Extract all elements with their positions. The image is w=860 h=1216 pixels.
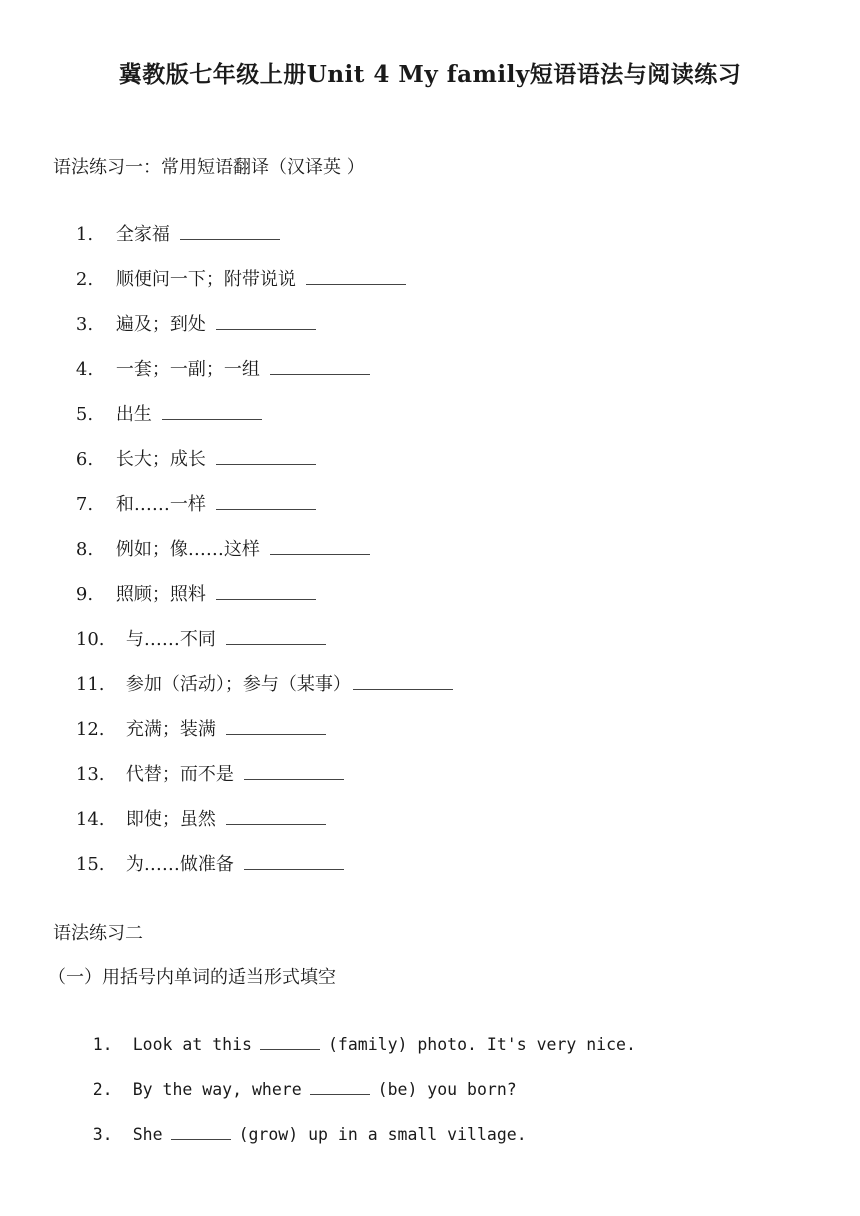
item-text: 例如；像……这样 — [115, 539, 260, 560]
answer-blank[interactable] — [306, 266, 406, 285]
answer-blank[interactable] — [226, 626, 326, 645]
subsection-heading: （一）用括号内单词的适当形式填空 — [48, 967, 336, 988]
item-text-before: Look at this — [132, 1035, 252, 1054]
item-number: 1. — [92, 1035, 113, 1054]
item-text: 参加（活动）；参与（某事） — [125, 674, 351, 695]
item-text-after: (family) photo. It's very nice. — [327, 1035, 636, 1054]
item-text-before: By the way, where — [132, 1080, 302, 1099]
item-text: 长大；成长 — [115, 449, 206, 470]
item-number: 13. — [75, 764, 105, 785]
answer-blank[interactable] — [310, 1080, 370, 1095]
item-number: 6. — [75, 449, 94, 470]
answer-blank[interactable] — [353, 671, 453, 690]
item-number: 5. — [75, 404, 94, 425]
item-text: 照顾；照料 — [115, 584, 206, 605]
answer-blank[interactable] — [162, 401, 262, 420]
item-number: 4. — [75, 359, 94, 380]
item-number: 14. — [75, 809, 105, 830]
item-text: 全家福 — [115, 224, 170, 245]
answer-blank[interactable] — [216, 311, 316, 330]
item-text: 顺便问一下；附带说说 — [115, 269, 296, 290]
answer-blank[interactable] — [216, 491, 316, 510]
section-heading-1: 语法练习一：常用短语翻译（汉译英 ） — [53, 157, 365, 178]
answer-blank[interactable] — [226, 716, 326, 735]
answer-blank[interactable] — [244, 761, 344, 780]
item-text-before: She — [132, 1125, 163, 1144]
item-number: 8. — [75, 539, 94, 560]
list-item — [53, 827, 344, 901]
item-text: 为……做准备 — [125, 854, 234, 875]
item-text: 一套；一副；一组 — [115, 359, 260, 380]
item-number: 3. — [92, 1125, 113, 1144]
item-number: 12. — [75, 719, 105, 740]
answer-blank[interactable] — [216, 446, 316, 465]
answer-blank[interactable] — [226, 806, 326, 825]
list-item — [53, 1099, 527, 1171]
item-text-after: (grow) up in a small village. — [238, 1125, 527, 1144]
answer-blank[interactable] — [171, 1125, 231, 1140]
answer-blank[interactable] — [216, 581, 316, 600]
answer-blank[interactable] — [180, 221, 280, 240]
item-text: 出生 — [115, 404, 152, 425]
item-text-after: (be) you born? — [377, 1080, 517, 1099]
item-number: 10. — [75, 629, 105, 650]
answer-blank[interactable] — [244, 851, 344, 870]
item-number: 2. — [75, 269, 94, 290]
item-number: 9. — [75, 584, 94, 605]
item-number: 1. — [75, 224, 94, 245]
item-text: 即使；虽然 — [125, 809, 216, 830]
page-title: 冀教版七年级上册Unit 4 My family短语语法与阅读练习 — [118, 61, 742, 88]
item-text: 充满；装满 — [125, 719, 216, 740]
item-text: 代替；而不是 — [125, 764, 234, 785]
item-text: 与……不同 — [125, 629, 216, 650]
item-number: 3. — [75, 314, 94, 335]
answer-blank[interactable] — [260, 1035, 320, 1050]
item-number: 15. — [75, 854, 105, 875]
answer-blank[interactable] — [270, 536, 370, 555]
answer-blank[interactable] — [270, 356, 370, 375]
item-text: 和……一样 — [115, 494, 206, 515]
section-heading-2: 语法练习二 — [53, 923, 143, 944]
item-number: 2. — [92, 1080, 113, 1099]
item-number: 11. — [75, 674, 105, 695]
item-number: 7. — [75, 494, 94, 515]
item-text: 遍及；到处 — [115, 314, 206, 335]
